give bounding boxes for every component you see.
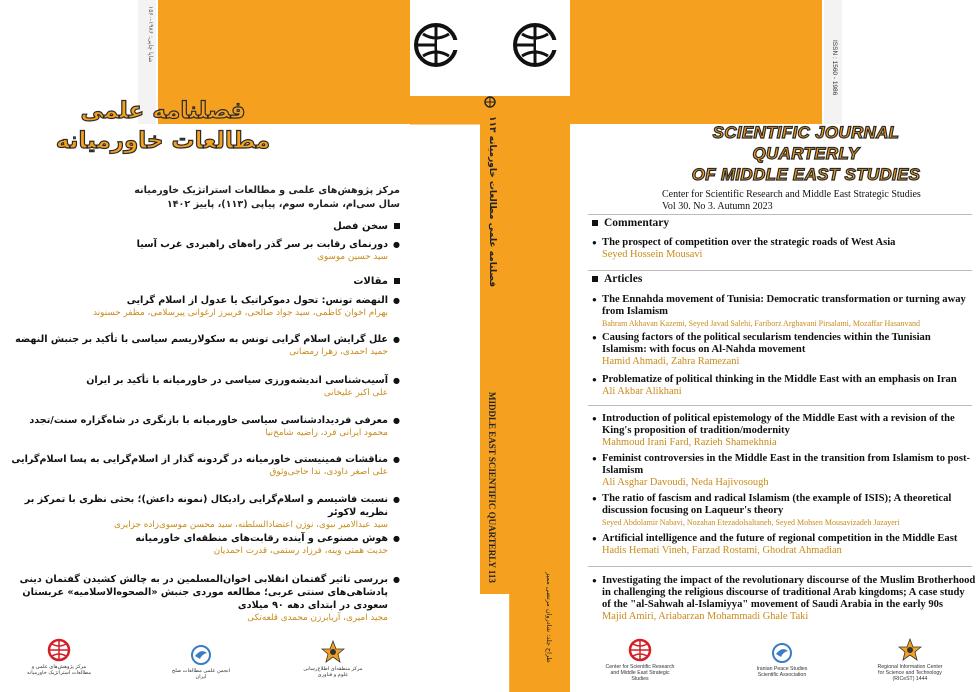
en-article-3: ● Problematize of political thinking in the Middle East with an emphasis on Iran Ali Akbar Alikhani [592, 374, 976, 398]
en-articles-heading: Articles [592, 273, 642, 285]
en-publisher: Center for Scientific Research and Middle East Strategic Studies [662, 189, 921, 200]
dove-blue-icon [770, 642, 794, 664]
globe-logo-left-icon [413, 22, 459, 68]
fa-footer-logo-1: مرکز پژوهش‌های علمی و مطالعات استراتژیک خاورمیانه [24, 638, 94, 676]
en-commentary-heading: Commentary [592, 217, 669, 229]
dove-blue-icon [189, 644, 213, 666]
en-divider-1 [588, 214, 972, 215]
en-commentary-item: ● The prospect of competition over the strategic roads of West Asia Seyed Hossein Mousavi [592, 237, 976, 261]
spine-logo-icon [484, 96, 496, 108]
en-footer-logo-1: Center for Scientific Research and Middle East Strategic Studies [604, 638, 676, 682]
fa-article-4: ● معرفی فردیدادشناسی سیاسی خاورمیانه با بازنگری در شاه‌گزاره سنت/تجدد محمود ایرانی فرد، راضیه شامخ‌نیا [4, 414, 400, 439]
fa-article-2: ● علل گرایش اسلام گرایی تونس به سکولاریسم سیاسی با تأکید بر جنبش النهضه حمید احمدی، زهرا رمضانی [4, 333, 400, 358]
star-emblem-icon [898, 638, 922, 662]
en-divider-2 [588, 270, 972, 271]
fa-commentary-item: ● دورنمای رقابت بر سر گذر راه‌های راهبردی غرب آسیا سید حسین موسوی [4, 238, 400, 263]
en-footer-logo-2: Iranian Peace Studies Scientific Association [746, 642, 818, 678]
fa-article-6: ● نسبت فاشیسم و اسلام‌گرایی رادیکال (نمونه داعش)؛ بحثی نظری با تمرکز بر نظریه لاکوئر سید عبدالامیر نبوی، نوژن اعتضادالسلطنه، سید محسن موسوی‌زاده جزایری [4, 493, 400, 531]
fa-article-1: ● النهضه تونس: تحول دموکراتیک یا عدول از اسلام گرایی بهرام اخوان کاظمی، سید جواد صالحی، فریبرز ارغوانی پیرسلامی، مظفر حسنوند [4, 294, 400, 319]
fa-footer-logo-2: انجمن علمی مطالعات صلح ایران [166, 644, 236, 680]
en-divider-3 [588, 405, 972, 406]
fa-article-7: ● هوش مصنوعی و آینده رقابت‌های منطقه‌ای خاورمیانه حدیث همتی وینه، فرزاد رستمی، قدرت احمدیان [4, 532, 400, 557]
globe-red-icon [628, 638, 652, 662]
fa-publisher: مرکز پژوهش‌های علمی و مطالعات استراتژیک خاورمیانه [134, 185, 400, 196]
fa-volume: سال سی‌ام، شماره سوم، پیاپی (۱۱۳)، پاییز ۱۴۰۲ [166, 199, 400, 210]
fa-title-line1: فصلنامه علمی [80, 98, 246, 124]
fa-commentary-heading: سخن فصل [0, 221, 400, 232]
spine-designer: طراح جلد: شادروان مرتضی ممیز [545, 572, 553, 663]
fa-footer-logo-3: مرکز منطقه‌ای اطلاع‌رسانی علوم و فناوری [298, 640, 368, 678]
fa-journal-title [18, 96, 308, 156]
globe-logo-right-icon [512, 22, 558, 68]
star-emblem-icon [321, 640, 345, 664]
en-meta [662, 189, 921, 213]
en-article-7: ● Artificial intelligence and the future of regional competition in the Middle East Hadis Hemati Vineh, Farzad Rostami, Ghodrat Ahmadian [592, 533, 976, 557]
spine-en-title: MIDDLE EAST SCIENTIFIC QUARTERLY 113 [487, 392, 497, 583]
en-article-5: ● Feminist controversies in the Middle East in the transition from Islamism to post-Islamism Ali Asghar Davoudi, Neda Hajivosough [592, 453, 976, 489]
orange-band-top [158, 0, 410, 96]
en-divider-4 [588, 566, 972, 567]
en-footer-logo-3: Regional Information Center for Science and Technology (RICeST) 1444 [874, 638, 946, 682]
fa-article-8: ● بررسی تاثیر گفتمان انقلابی اخوان‌المسلمین در به چالش کشیدن گفتمان دینی پادشاهی‌های سنتی عربی؛ مطالعه موردی جنبش «الصحوه‌الاسلامیه» عربستان سعودی در ابتدای دهه ۹۰ میلادی مجید امیری، آریابرزن محمدی قلعه‌تکی [4, 573, 400, 624]
en-volume: Vol 30. No 3. Autumn 2023 [662, 201, 773, 212]
en-article-1: ● The Ennahda movement of Tunisia: Democratic transformation or turning away from Islamism Bahram Akhavan Kazemi, Seyed Javad Salehi, Fariborz Arghavani Pirsalami, Mozaffar Hasanvand [592, 294, 976, 330]
en-article-8: ● Investigating the impact of the revolutionary discourse of the Muslim Brotherhood in challenging the religious discourse of traditional Arab kingdoms; A case study of the "al-Sahwah al-Islamiyya" movement of Saudi Arabia in the early 90s Majid Amiri, Ariabarzan Mohammadi Ghale Taki [592, 575, 976, 623]
fa-title-line2: مطالعات خاورمیانه [55, 128, 271, 154]
fa-article-3: ● آسیب‌شناسی اندیشه‌ورزی سیاسی در خاورمیانه با تأکید بر ایران علی اکبر علیخانی [4, 374, 400, 399]
en-issn: ISSN : 1560 - 1986 [831, 40, 838, 96]
orange-band-top-right [570, 0, 822, 96]
fa-articles-heading: مقالات [0, 276, 400, 287]
fa-issn-side: شاپا چاپی: ۱۹۸۶-۱۵۶۰ [147, 6, 154, 63]
en-article-4: ● Introduction of political epistemology of the Middle East with a revision of the King's proposition of tradition/modernity Mahmoud Irani Fard, Razieh Shamekhnia [592, 413, 976, 449]
en-journal-title [666, 122, 946, 185]
en-title-line1: SCIENTIFIC JOURNAL QUARTERLY [712, 123, 900, 163]
fa-article-5: ● مناقشات فمینیستی خاورمیانه در گردونه گذار از اسلام‌گرایی به پسا اسلام‌گرایی علی اصغر داودی، ندا حاجی‌وثوق [4, 453, 400, 478]
globe-red-icon [47, 638, 71, 662]
fa-meta [20, 184, 400, 212]
en-article-2: ● Causing factors of the political secularism tendencies within the Tunisian Islamism: with focus on Al-Nahda movement Hamid Ahmadi, Zahra Ramezani [592, 332, 976, 368]
en-title-line2: OF MIDDLE EAST STUDIES [691, 165, 921, 184]
spine-fa-title: فصلنامه علمی مطالعات خاورمیانه ۱۱۳ [487, 116, 497, 288]
en-article-6: ● The ratio of fascism and radical Islamism (the example of ISIS); A theoretical discussion focusing on Laqueur's theory Seyed Abdolamir Nabavi, Nozahan Etezadolsaltaneh, Seyed Mohsen Mousavizadeh Jazayeri [592, 493, 976, 529]
